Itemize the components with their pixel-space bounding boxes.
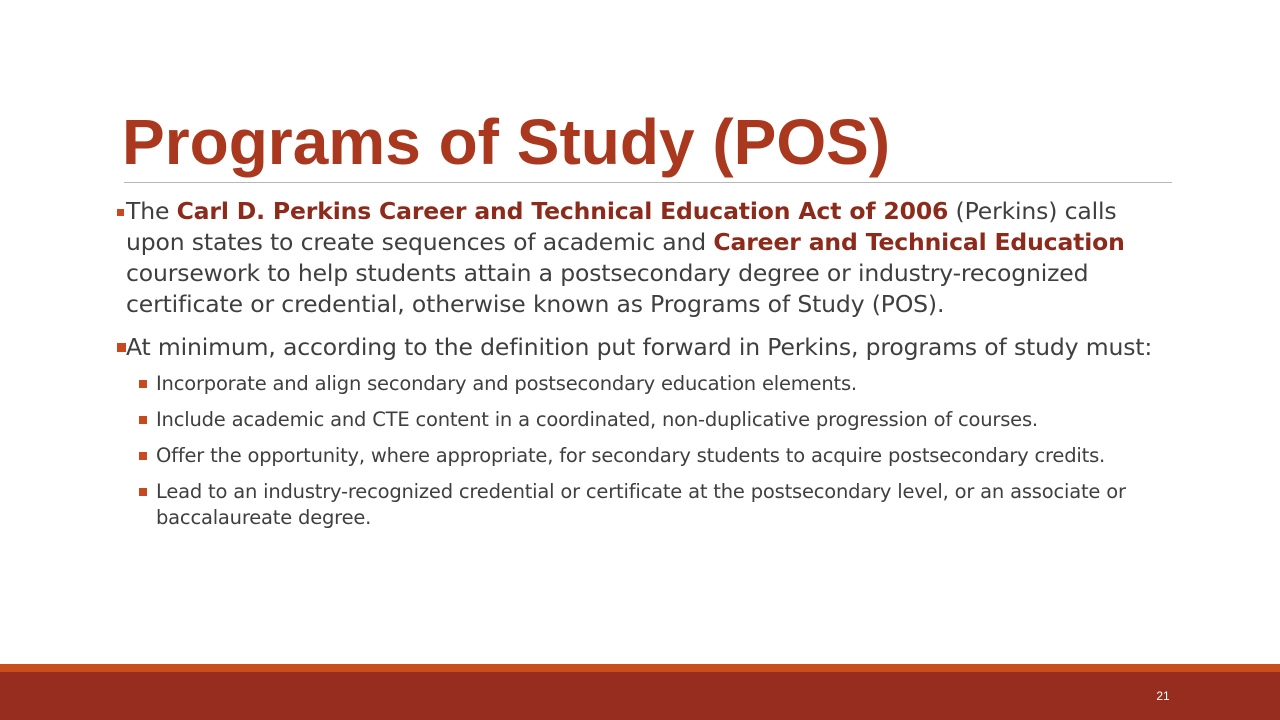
title-divider [124,182,1172,183]
sub-bullet [0,443,1166,469]
sub-bullet-text: Offer the opportunity, where appropriate, for secondary students to acquire postsecondary credits. [156,444,1106,467]
sub-bullet-text: Lead to an industry-recognized credential or certificate at the postsecondary level, or an associate or baccalaureate degree. [156,480,1126,529]
sub-bullet-text: Include academic and CTE content in a coordinated, non-duplicative progression of courses. [156,408,1038,431]
square-bullet-icon [139,452,147,460]
square-bullet-icon [139,380,147,388]
sub-bullet-text: Incorporate and align secondary and postsecondary education elements. [156,372,857,395]
bullet-text: At minimum, according to the definition put forward in Perkins, programs of study must: [126,333,1153,361]
sub-bullet [0,407,1166,433]
slide-title: Programs of Study (POS) [122,106,891,178]
footer-accent-band [0,664,1280,672]
square-bullet-icon [117,209,124,216]
footer-bar [0,672,1280,720]
sub-bullet [0,479,1166,531]
square-bullet-icon [139,488,147,496]
square-bullet-icon [139,416,147,424]
bullet-minimum-requirements [0,332,1156,363]
sub-bullet [0,371,1166,397]
bullet-perkins-act [0,196,1156,320]
perkins-act-highlight: Carl D. Perkins Career and Technical Education Act of 2006 [176,197,949,225]
bullet-text: coursework to help students attain a postsecondary degree or industry-recognized certificate or credential, otherwise known as Programs of Study (POS). [126,259,1089,318]
cte-highlight: Career and Technical Education [713,228,1125,256]
page-number: 21 [1156,689,1170,703]
slide-content [0,196,1280,531]
bullet-text: The [126,197,177,225]
square-bullet-icon [117,343,126,352]
bullet-text: (Perkins) calls upon states to create sequences of academic and [126,197,1117,256]
